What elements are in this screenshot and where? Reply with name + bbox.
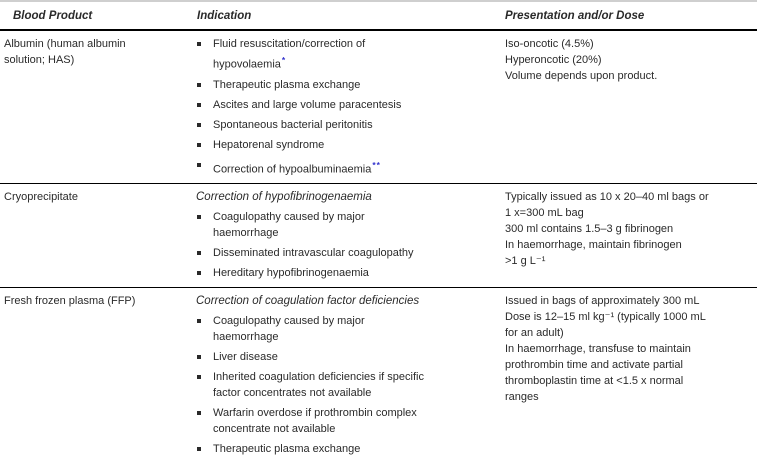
product-line: Cryoprecipitate (4, 191, 78, 204)
bullet-text (213, 157, 500, 178)
product-line: solution; HAS) (4, 54, 75, 66)
dose-cell (500, 36, 757, 177)
table-body (0, 31, 757, 463)
bullet-line (213, 313, 500, 329)
dose-line: for an adult) (505, 327, 564, 340)
bullet-line-text: Correction of hypoalbuminaemia (213, 163, 372, 176)
indication-cell (195, 293, 500, 457)
footnote-asterisk: * (281, 55, 287, 65)
footnote-asterisk: ** (372, 159, 381, 170)
bullet-text (213, 405, 500, 437)
bullet-line (213, 329, 500, 345)
dose-cell (500, 189, 757, 281)
square-bullet-icon (197, 411, 201, 415)
bullet-line (213, 225, 500, 241)
bullet-line (213, 117, 500, 133)
bullet-line (213, 36, 500, 52)
bullet-line-text: Liver disease (213, 351, 278, 364)
table-row (0, 287, 757, 463)
bullet-line-text: Disseminated intravascular coagulopathy (213, 247, 414, 260)
dose-line: Dose is 12–15 ml kg⁻¹ (typically 1000 mL (505, 311, 706, 324)
bullet-line (213, 77, 500, 93)
bullet-text (213, 36, 500, 73)
bullet-text (213, 117, 500, 133)
bullet-item (196, 265, 500, 281)
dose-line: prothrombin time and activate partial (505, 359, 683, 372)
bullet-text (213, 369, 500, 401)
bullet-text (213, 97, 500, 113)
bullet-line (213, 97, 500, 113)
bullet-text (213, 209, 500, 241)
bullet-text (213, 137, 500, 153)
bullet-item (196, 313, 500, 345)
dose-line: >1 g L⁻¹ (505, 255, 546, 268)
dose-line: Typically issued as 10 x 20–40 ml bags or (505, 191, 709, 204)
bullet-item (196, 245, 500, 261)
product-line: Albumin (human albumin (4, 38, 126, 50)
dose-line: thromboplastin time at <1.5 x normal (505, 375, 684, 388)
square-bullet-icon (197, 123, 201, 127)
bullet-line (213, 265, 500, 281)
product-cell (0, 293, 195, 457)
square-bullet-icon (197, 143, 201, 147)
square-bullet-icon (197, 355, 201, 359)
header-presentation-dose: Presentation and/or Dose (505, 10, 645, 22)
dose-line: Issued in bags of approximately 300 mL (505, 295, 700, 308)
dose-line: ranges (505, 391, 539, 404)
bullet-item (196, 117, 500, 133)
bullet-item (196, 349, 500, 365)
table-row (0, 183, 757, 287)
bullet-text (213, 313, 500, 345)
indication-cell (195, 36, 500, 177)
product-cell (0, 36, 195, 177)
bullet-item (196, 137, 500, 153)
square-bullet-icon (197, 251, 201, 255)
square-bullet-icon (197, 83, 201, 87)
bullet-line (213, 369, 500, 385)
bullet-line (213, 245, 500, 261)
indication-cell (195, 189, 500, 281)
product-cell (0, 189, 195, 281)
bullet-line-text: Hepatorenal syndrome (213, 138, 325, 151)
bullet-text (213, 265, 500, 281)
blood-products-table (0, 2, 757, 463)
bullet-line (213, 349, 500, 365)
bullet-line (213, 52, 500, 73)
bullet-line-text: haemorrhage (213, 331, 279, 344)
dose-line: Hyperoncotic (20%) (505, 54, 602, 66)
bullet-line-text: Hereditary hypofibrinogenaemia (213, 267, 369, 280)
square-bullet-icon (197, 447, 201, 451)
bullet-item (196, 36, 500, 73)
bullet-line-text: Ascites and large volume paracentesis (213, 98, 402, 111)
bullet-item (196, 369, 500, 401)
dose-line: 300 ml contains 1.5–3 g fibrinogen (505, 223, 674, 236)
header-indication: Indication (197, 10, 252, 22)
square-bullet-icon (197, 319, 201, 323)
bullet-text (213, 245, 500, 261)
dose-cell (500, 293, 757, 457)
bullet-line (213, 421, 500, 437)
dose-line: 1 x=300 mL bag (505, 207, 584, 220)
product-line: Fresh frozen plasma (FFP) (4, 295, 136, 308)
dose-line: Volume depends upon product. (505, 70, 658, 82)
bullet-line-text: Warfarin overdose if prothrombin complex (213, 407, 417, 420)
bullet-line-text: factor concentrates not available (213, 387, 372, 400)
square-bullet-icon (197, 375, 201, 379)
bullet-item (196, 97, 500, 113)
square-bullet-icon (197, 42, 201, 46)
bullet-line (213, 157, 500, 178)
dose-line: Iso-oncotic (4.5%) (505, 38, 594, 50)
square-bullet-icon (197, 215, 201, 219)
bullet-line (213, 405, 500, 421)
header-blood-product: Blood Product (13, 10, 93, 22)
bullet-item (196, 157, 500, 178)
indication-leadin: Correction of hypofibrinogenaemia (196, 191, 372, 204)
square-bullet-icon (197, 103, 201, 107)
bullet-item (196, 209, 500, 241)
bullet-line (213, 137, 500, 153)
bullet-text (213, 349, 500, 365)
bullet-line-text: concentrate not available (213, 423, 336, 436)
bullet-line (213, 209, 500, 225)
bullet-item (196, 405, 500, 437)
square-bullet-icon (197, 163, 201, 167)
table-header-row (0, 2, 757, 31)
bullet-line (213, 385, 500, 401)
bullet-item (196, 441, 500, 457)
dose-line: In haemorrhage, maintain fibrinogen (505, 239, 682, 252)
bullet-text (213, 77, 500, 93)
dose-line: In haemorrhage, transfuse to maintain (505, 343, 691, 356)
indication-leadin: Correction of coagulation factor deficiencies (196, 295, 420, 308)
bullet-line-text: Fluid resuscitation/correction of (213, 38, 366, 50)
bullet-item (196, 77, 500, 93)
table-row (0, 31, 757, 183)
bullet-line-text: Inherited coagulation deficiencies if specific (213, 371, 424, 384)
bullet-line-text: Coagulopathy caused by major (213, 211, 365, 224)
square-bullet-icon (197, 271, 201, 275)
bullet-line-text: Therapeutic plasma exchange (213, 78, 361, 91)
bullet-line (213, 441, 500, 457)
bullet-line-text: haemorrhage (213, 227, 279, 240)
bullet-line-text: Spontaneous bacterial peritonitis (213, 118, 373, 131)
bullet-text (213, 441, 500, 457)
bullet-line-text: Therapeutic plasma exchange (213, 443, 361, 456)
bullet-line-text: Coagulopathy caused by major (213, 315, 365, 328)
bullet-line-text: hypovolaemia (213, 58, 281, 71)
